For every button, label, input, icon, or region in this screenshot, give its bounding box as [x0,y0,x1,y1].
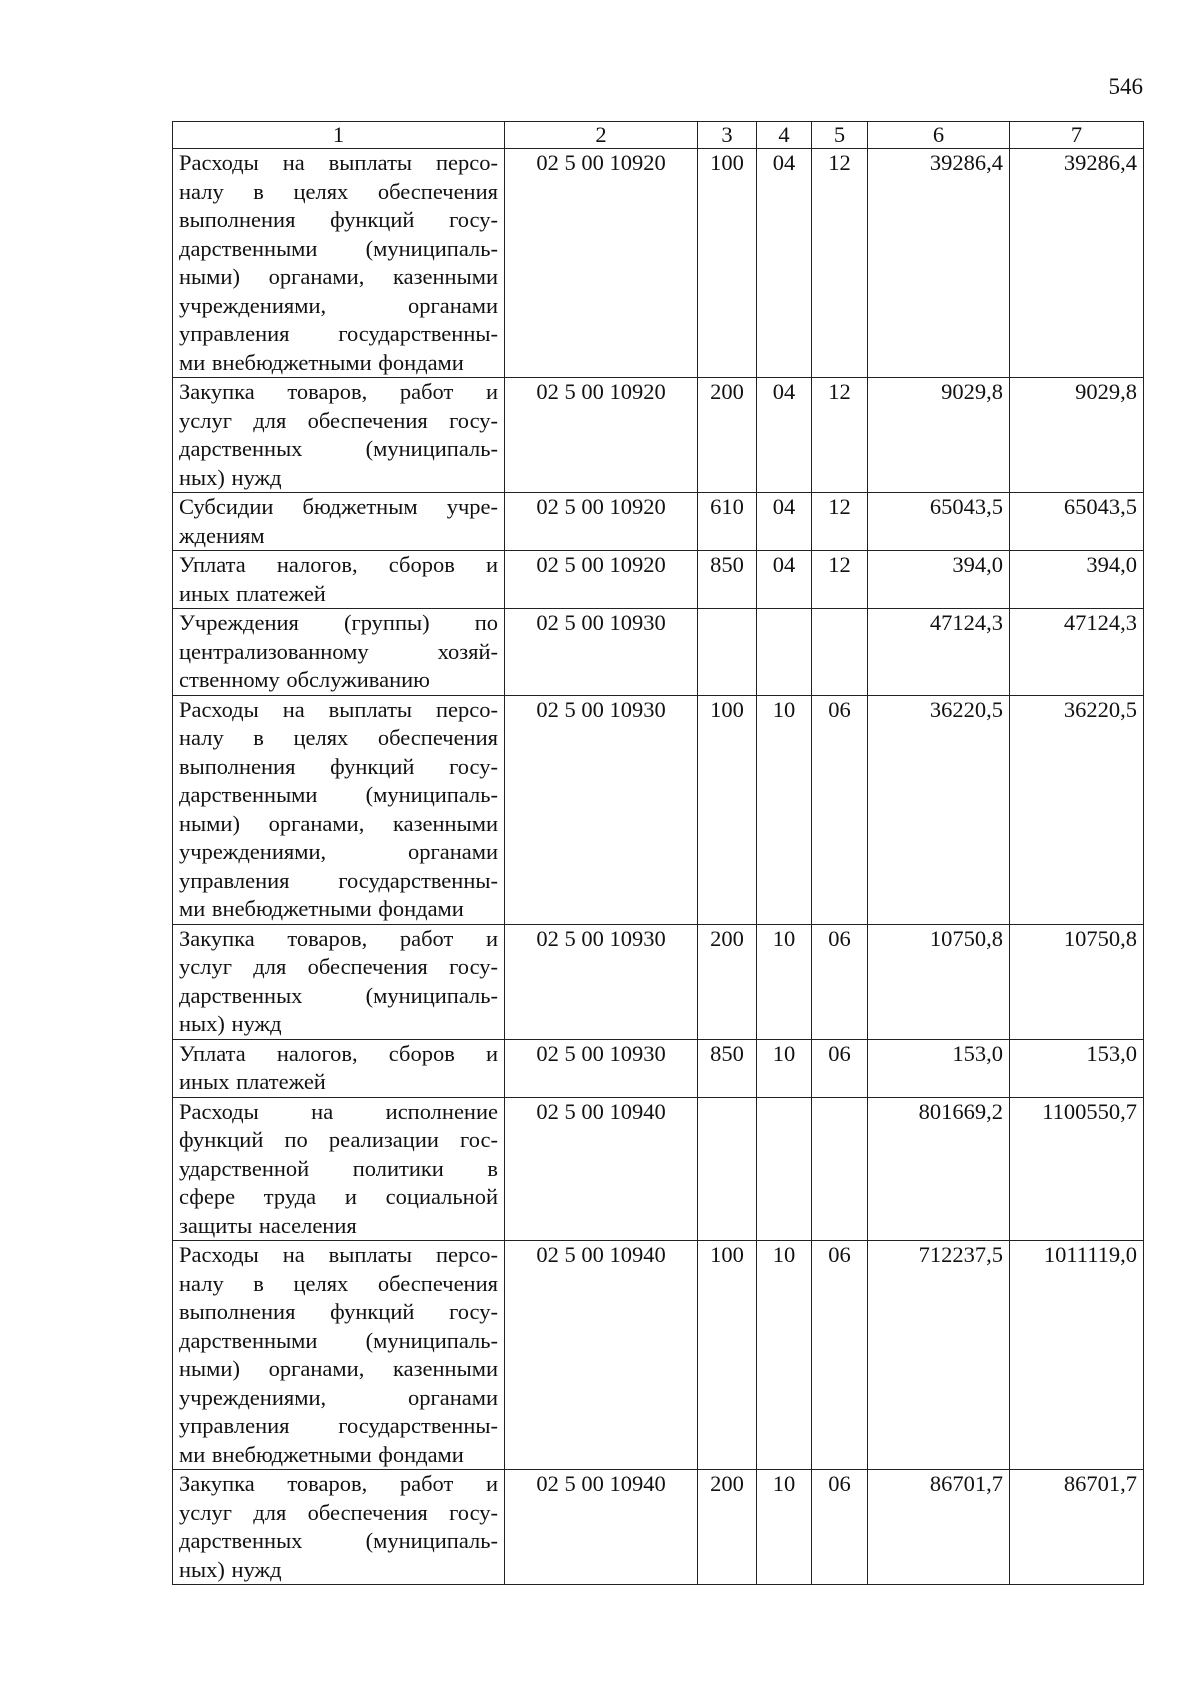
expense-name-line: учреждениями, органами [179,292,498,318]
amount-year-1-cell: 153,0 [868,1039,1010,1097]
table-body [173,149,1144,1585]
expense-name-line: управления государственны- [179,1413,498,1438]
subsection-cell: 12 [812,149,868,378]
table-row [173,1039,1144,1097]
expense-type-cell: 850 [698,1039,757,1097]
expense-name-line: ными) органами, казенными [179,810,498,836]
expense-name-line: сфере труда и социальной [179,1184,498,1209]
table-row [173,695,1144,924]
amount-year-1-cell: 394,0 [868,551,1010,609]
expense-name-line: налу в целях обеспечения [179,1270,498,1296]
expense-name-line: дарственных (муниципаль- [179,982,498,1008]
expense-type-cell [698,1097,757,1241]
expense-name-line: Расходы на выплаты персо- [179,1242,498,1267]
amount-year-2-cell: 65043,5 [1010,493,1144,551]
expense-type-cell: 200 [698,924,757,1039]
amount-year-2-cell: 47124,3 [1010,609,1144,696]
expense-name-line: Закупка товаров, работ и [179,925,498,951]
target-article-cell: 02 5 00 10930 [505,695,698,924]
expense-name-cell [173,924,505,1039]
target-article-cell: 02 5 00 10940 [505,1241,698,1470]
subsection-cell [812,1097,868,1241]
expense-name-line: Уплата налогов, сборов и [179,1040,498,1066]
expense-type-cell: 610 [698,493,757,551]
target-article-cell: 02 5 00 10940 [505,1097,698,1241]
amount-year-2-cell: 39286,4 [1010,149,1144,378]
page-number: 546 [1108,74,1143,99]
expense-name-line: ных) нужд [179,464,282,490]
expense-name-line: управления государственны- [179,867,498,893]
expense-name-cell [173,149,505,378]
expense-name-line: дарственными (муниципаль- [179,235,498,261]
expense-name-line: функций по реализации гос- [179,1127,498,1152]
section-cell: 04 [757,551,812,609]
expense-name-line: услуг для обеспечения госу- [179,1499,498,1525]
table-row [173,1470,1144,1585]
expense-name-line: Закупка товаров, работ и [179,1471,498,1496]
expense-name-line: управления государственны- [179,321,498,346]
amount-year-1-cell: 86701,7 [868,1470,1010,1585]
section-cell: 10 [757,1470,812,1585]
expense-name-line: выполнения функций госу- [179,207,498,232]
amount-year-2-cell: 9029,8 [1010,378,1144,493]
subsection-cell: 06 [812,1470,868,1585]
section-cell: 04 [757,493,812,551]
expense-name-line: налу в целях обеспечения [179,178,498,204]
expense-name-line: налу в целях обеспечения [179,725,498,750]
target-article-cell: 02 5 00 10920 [505,378,698,493]
table-row [173,1241,1144,1470]
table-row [173,493,1144,551]
amount-year-2-cell: 153,0 [1010,1039,1144,1097]
column-header-3: 3 [698,122,757,149]
expense-name-line: дарственных (муниципаль- [179,436,498,461]
expense-name-cell [173,695,505,924]
expense-name-line: иных платежей [179,1069,326,1094]
amount-year-1-cell: 36220,5 [868,695,1010,924]
amount-year-1-cell: 10750,8 [868,924,1010,1039]
expense-name-line: ми внебюджетными фондами [179,349,464,375]
table-header-row [173,122,1144,149]
target-article-cell: 02 5 00 10920 [505,149,698,378]
expense-name-line: Расходы на выплаты персо- [179,150,498,175]
expense-name-line: Уплата налогов, сборов и [179,552,498,577]
column-header-7: 7 [1010,122,1144,149]
expense-name-line: ственному обслуживанию [179,667,430,692]
expense-name-line: иных платежей [179,580,326,606]
amount-year-1-cell: 39286,4 [868,149,1010,378]
expense-name-cell [173,609,505,696]
section-cell: 10 [757,1241,812,1470]
column-header-4: 4 [757,122,812,149]
expense-name-line: ных) нужд [179,1011,282,1036]
column-header-5: 5 [812,122,868,149]
expense-type-cell: 100 [698,149,757,378]
expense-name-cell [173,1039,505,1097]
column-header-1: 1 [173,122,505,149]
expense-name-line: Расходы на исполнение [179,1098,498,1124]
expense-type-cell [698,609,757,696]
expense-name-cell [173,1470,505,1585]
amount-year-1-cell: 47124,3 [868,609,1010,696]
expense-name-line: ми внебюджетными фондами [179,1441,464,1467]
table-row [173,924,1144,1039]
expense-name-line: Субсидии бюджетным учре- [179,494,498,519]
amount-year-1-cell: 65043,5 [868,493,1010,551]
subsection-cell: 12 [812,551,868,609]
expense-type-cell: 200 [698,1470,757,1585]
subsection-cell: 06 [812,924,868,1039]
target-article-cell: 02 5 00 10930 [505,1039,698,1097]
column-header-2: 2 [505,122,698,149]
expense-name-line: ных) нужд [179,1556,282,1582]
expense-type-cell: 200 [698,378,757,493]
expense-name-line: выполнения функций госу- [179,753,498,779]
expense-name-line: ждениям [179,522,265,548]
subsection-cell: 06 [812,695,868,924]
expense-name-line: услуг для обеспечения госу- [179,407,498,433]
amount-year-2-cell: 10750,8 [1010,924,1144,1039]
section-cell: 04 [757,378,812,493]
section-cell: 04 [757,149,812,378]
target-article-cell: 02 5 00 10930 [505,924,698,1039]
amount-year-1-cell: 712237,5 [868,1241,1010,1470]
expense-name-line: Учреждения (группы) по [179,610,498,635]
section-cell [757,609,812,696]
section-cell [757,1097,812,1241]
expense-name-line: выполнения функций госу- [179,1299,498,1324]
column-header-6: 6 [868,122,1010,149]
amount-year-1-cell: 9029,8 [868,378,1010,493]
expense-name-cell [173,551,505,609]
expense-name-line: ными) органами, казенными [179,1356,498,1381]
expense-name-line: ми внебюджетными фондами [179,896,464,921]
target-article-cell: 02 5 00 10930 [505,609,698,696]
expense-type-cell: 850 [698,551,757,609]
section-cell: 10 [757,1039,812,1097]
table-row [173,149,1144,378]
expense-name-line: учреждениями, органами [179,839,498,864]
table-row [173,378,1144,493]
expense-name-cell [173,493,505,551]
subsection-cell [812,609,868,696]
table-row [173,609,1144,696]
expense-name-cell [173,378,505,493]
expense-name-line: учреждениями, органами [179,1384,498,1410]
budget-table [172,121,1144,1585]
expense-name-line: дарственными (муниципаль- [179,1327,498,1353]
section-cell: 10 [757,924,812,1039]
target-article-cell: 02 5 00 10940 [505,1470,698,1585]
subsection-cell: 06 [812,1241,868,1470]
amount-year-2-cell: 394,0 [1010,551,1144,609]
expense-type-cell: 100 [698,695,757,924]
expense-name-line: Расходы на выплаты персо- [179,696,498,722]
subsection-cell: 06 [812,1039,868,1097]
subsection-cell: 12 [812,378,868,493]
subsection-cell: 12 [812,493,868,551]
section-cell: 10 [757,695,812,924]
amount-year-2-cell: 1011119,0 [1010,1241,1144,1470]
table-row [173,551,1144,609]
amount-year-2-cell: 1100550,7 [1010,1097,1144,1241]
table-row [173,1097,1144,1241]
target-article-cell: 02 5 00 10920 [505,551,698,609]
amount-year-2-cell: 36220,5 [1010,695,1144,924]
expense-name-line: услуг для обеспечения госу- [179,954,498,979]
expense-name-line: дарственных (муниципаль- [179,1528,498,1553]
expense-name-cell [173,1241,505,1470]
expense-name-cell [173,1097,505,1241]
expense-name-line: централизованному хозяй- [179,638,498,664]
amount-year-2-cell: 86701,7 [1010,1470,1144,1585]
target-article-cell: 02 5 00 10920 [505,493,698,551]
amount-year-1-cell: 801669,2 [868,1097,1010,1241]
expense-type-cell: 100 [698,1241,757,1470]
expense-name-line: ударственной политики в [179,1155,498,1181]
expense-name-line: Закупка товаров, работ и [179,379,498,404]
expense-name-line: ными) органами, казенными [179,264,498,289]
expense-name-line: защиты населения [179,1212,357,1238]
expense-name-line: дарственными (муниципаль- [179,782,498,807]
